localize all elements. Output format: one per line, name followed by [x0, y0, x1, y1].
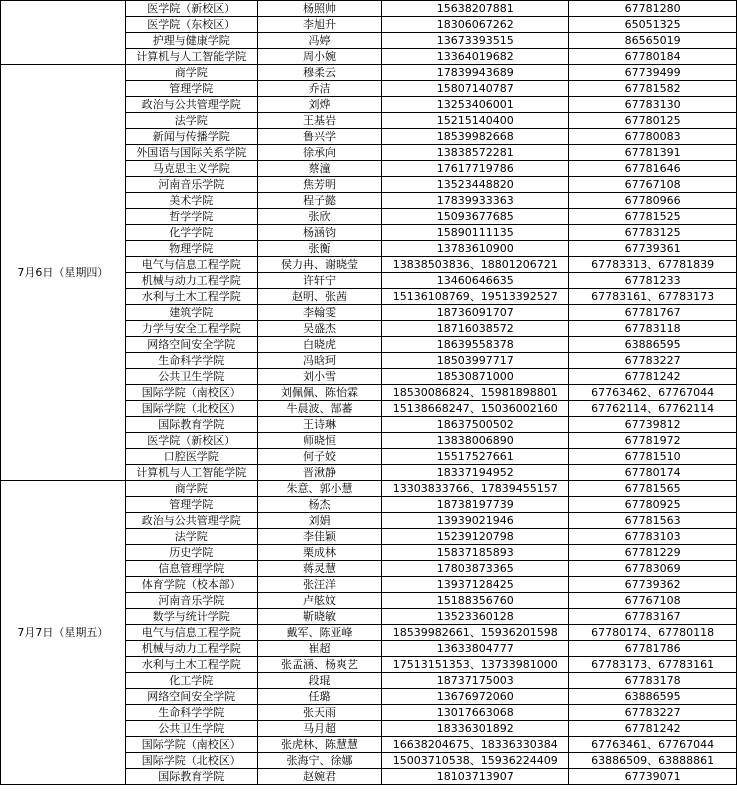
phone-cell: 15837185893: [382, 545, 569, 561]
phone-cell: 13937128425: [382, 577, 569, 593]
phone-cell: 15093677685: [382, 209, 569, 225]
college-cell: 河南音乐学院: [125, 177, 257, 193]
office-cell: 67762114、67762114: [569, 401, 737, 417]
name-cell: 段琨: [257, 673, 382, 689]
office-cell: 67780966: [569, 193, 737, 209]
name-cell: 穆柔云: [257, 65, 382, 81]
office-cell: 67781391: [569, 145, 737, 161]
phone-cell: 18738197739: [382, 497, 569, 513]
college-cell: 化工学院: [125, 673, 257, 689]
date-cell: 7月6日（星期四）: [1, 65, 126, 481]
college-cell: 国际学院（北校区）: [125, 401, 257, 417]
phone-cell: 18103713907: [382, 769, 569, 785]
phone-cell: 13673393515: [382, 33, 569, 49]
phone-cell: 18530086824、15981898801: [382, 385, 569, 401]
office-cell: 67781972: [569, 433, 737, 449]
college-cell: 数学与统计学院: [125, 609, 257, 625]
phone-cell: 18539982661、15936201598: [382, 625, 569, 641]
office-cell: 67763461、67767044: [569, 737, 737, 753]
college-cell: 护理与健康学院: [125, 33, 257, 49]
phone-cell: 18306067262: [382, 17, 569, 33]
college-cell: 电气与信息工程学院: [125, 257, 257, 273]
phone-cell: 17803873365: [382, 561, 569, 577]
college-cell: 国际教育学院: [125, 769, 257, 785]
phone-cell: 13253406001: [382, 97, 569, 113]
office-cell: 65051325: [569, 17, 737, 33]
college-cell: 法学院: [125, 529, 257, 545]
college-cell: 网络空间安全学院: [125, 337, 257, 353]
college-cell: 国际学院（南校区）: [125, 385, 257, 401]
phone-cell: 18736091707: [382, 305, 569, 321]
college-cell: 国际学院（南校区）: [125, 737, 257, 753]
college-cell: 马克思主义学院: [125, 161, 257, 177]
office-cell: 67783227: [569, 353, 737, 369]
office-cell: 67780125: [569, 113, 737, 129]
phone-cell: 13783610900: [382, 241, 569, 257]
college-cell: 商学院: [125, 481, 257, 497]
phone-cell: 17513151353、13733981000: [382, 657, 569, 673]
name-cell: 刘娟: [257, 513, 382, 529]
office-cell: 67781229: [569, 545, 737, 561]
name-cell: 卢舷妏: [257, 593, 382, 609]
name-cell: 牛晨波、郜蕃: [257, 401, 382, 417]
phone-cell: 15136108769、19513392527: [382, 289, 569, 305]
office-cell: 67739361: [569, 241, 737, 257]
phone-cell: 17839933363: [382, 193, 569, 209]
college-cell: 体育学院（校本部）: [125, 577, 257, 593]
office-cell: 67781646: [569, 161, 737, 177]
table-row: [1, 1, 737, 17]
office-cell: 67781563: [569, 513, 737, 529]
phone-cell: 15638207881: [382, 1, 569, 17]
phone-cell: 16638204675、18336330384: [382, 737, 569, 753]
name-cell: 栗成林: [257, 545, 382, 561]
office-cell: 67781280: [569, 1, 737, 17]
phone-cell: 18336301892: [382, 721, 569, 737]
name-cell: 张汪洋: [257, 577, 382, 593]
office-cell: 67783227: [569, 705, 737, 721]
phone-cell: 13460646635: [382, 273, 569, 289]
college-cell: 政治与公共管理学院: [125, 97, 257, 113]
office-cell: 67780083: [569, 129, 737, 145]
phone-cell: 18539982668: [382, 129, 569, 145]
name-cell: 程子懿: [257, 193, 382, 209]
office-cell: 67783130: [569, 97, 737, 113]
college-cell: 管理学院: [125, 81, 257, 97]
phone-cell: 15239120798: [382, 529, 569, 545]
office-cell: 67783167: [569, 609, 737, 625]
office-cell: 67781767: [569, 305, 737, 321]
name-cell: 戴军、陈亚峰: [257, 625, 382, 641]
name-cell: 刘佩佩、陈怡霖: [257, 385, 382, 401]
college-cell: 医学院（东校区）: [125, 17, 257, 33]
name-cell: 李翰雯: [257, 305, 382, 321]
college-cell: 医学院（新校区）: [125, 433, 257, 449]
phone-cell: 17839943689: [382, 65, 569, 81]
college-cell: 化学学院: [125, 225, 257, 241]
phone-cell: 15138668247、15036002160: [382, 401, 569, 417]
name-cell: 张天雨: [257, 705, 382, 721]
office-cell: 67783178: [569, 673, 737, 689]
college-cell: 政治与公共管理学院: [125, 513, 257, 529]
phone-cell: 13676972060: [382, 689, 569, 705]
office-cell: 67781525: [569, 209, 737, 225]
name-cell: 李佳颖: [257, 529, 382, 545]
name-cell: 晋湫静: [257, 465, 382, 481]
name-cell: 鲁兴学: [257, 129, 382, 145]
name-cell: 蔡潼: [257, 161, 382, 177]
name-cell: 赵明、张茜: [257, 289, 382, 305]
office-cell: 67783173、67783161: [569, 657, 737, 673]
phone-cell: 13523448820: [382, 177, 569, 193]
table-row: [1, 481, 737, 497]
college-cell: 机械与动力工程学院: [125, 641, 257, 657]
office-cell: 67781510: [569, 449, 737, 465]
college-cell: 美术学院: [125, 193, 257, 209]
college-cell: 外国语与国际关系学院: [125, 145, 257, 161]
college-cell: 历史学院: [125, 545, 257, 561]
phone-cell: 18737175003: [382, 673, 569, 689]
name-cell: 崔超: [257, 641, 382, 657]
office-cell: 67767108: [569, 177, 737, 193]
college-cell: 物理学院: [125, 241, 257, 257]
phone-cell: 13838006890: [382, 433, 569, 449]
college-cell: 生命科学学院: [125, 353, 257, 369]
phone-cell: 17617719786: [382, 161, 569, 177]
table-row: [1, 65, 737, 81]
college-cell: 公共卫生学院: [125, 721, 257, 737]
office-cell: 63886595: [569, 689, 737, 705]
office-cell: 63886509、63888861: [569, 753, 737, 769]
college-cell: 生命科学学院: [125, 705, 257, 721]
office-cell: 67783125: [569, 225, 737, 241]
name-cell: 张虎林、陈慧慧: [257, 737, 382, 753]
name-cell: 焦芳明: [257, 177, 382, 193]
office-cell: 67780174、67780118: [569, 625, 737, 641]
office-cell: 67781242: [569, 369, 737, 385]
office-cell: 67783161、67783173: [569, 289, 737, 305]
name-cell: 张衡: [257, 241, 382, 257]
office-cell: 67739812: [569, 417, 737, 433]
office-cell: 67739499: [569, 65, 737, 81]
name-cell: 蒋灵慧: [257, 561, 382, 577]
phone-cell: 13523360128: [382, 609, 569, 625]
college-cell: 国际教育学院: [125, 417, 257, 433]
office-cell: 67763462、67767044: [569, 385, 737, 401]
college-cell: 国际学院（北校区）: [125, 753, 257, 769]
college-cell: 新闻与传播学院: [125, 129, 257, 145]
name-cell: 朱意、郭小慧: [257, 481, 382, 497]
phone-cell: 13939021946: [382, 513, 569, 529]
phone-cell: 15188356760: [382, 593, 569, 609]
college-cell: 计算机与人工智能学院: [125, 49, 257, 65]
phone-cell: 15807140787: [382, 81, 569, 97]
name-cell: 白晓虎: [257, 337, 382, 353]
name-cell: 许轩宁: [257, 273, 382, 289]
phone-cell: 13633804777: [382, 641, 569, 657]
date-cell: [1, 1, 126, 65]
office-cell: 67780174: [569, 465, 737, 481]
name-cell: 任璐: [257, 689, 382, 705]
college-cell: 电气与信息工程学院: [125, 625, 257, 641]
name-cell: 侯力冉、谢晓莹: [257, 257, 382, 273]
name-cell: 刘烨: [257, 97, 382, 113]
name-cell: 冯婷: [257, 33, 382, 49]
phone-cell: 18337194952: [382, 465, 569, 481]
name-cell: 张孟涵、杨爽艺: [257, 657, 382, 673]
office-cell: 67780925: [569, 497, 737, 513]
phone-cell: 18530871000: [382, 369, 569, 385]
name-cell: 乔洁: [257, 81, 382, 97]
name-cell: 杨照帅: [257, 1, 382, 17]
college-cell: 建筑学院: [125, 305, 257, 321]
name-cell: 赵婉君: [257, 769, 382, 785]
college-cell: 口腔医学院: [125, 449, 257, 465]
college-cell: 医学院（新校区）: [125, 1, 257, 17]
phone-cell: 15003710538、15936224409: [382, 753, 569, 769]
office-cell: 67780184: [569, 49, 737, 65]
office-cell: 67783069: [569, 561, 737, 577]
name-cell: 杨杰: [257, 497, 382, 513]
name-cell: 张欣: [257, 209, 382, 225]
phone-cell: 15215140400: [382, 113, 569, 129]
office-cell: 67781242: [569, 721, 737, 737]
phone-cell: 18637500502: [382, 417, 569, 433]
office-cell: 63886595: [569, 337, 737, 353]
office-cell: 67783103: [569, 529, 737, 545]
office-cell: 67783313、67781839: [569, 257, 737, 273]
office-cell: 67781233: [569, 273, 737, 289]
college-cell: 法学院: [125, 113, 257, 129]
college-cell: 计算机与人工智能学院: [125, 465, 257, 481]
college-cell: 力学与安全工程学院: [125, 321, 257, 337]
office-cell: 67783118: [569, 321, 737, 337]
college-cell: 管理学院: [125, 497, 257, 513]
office-cell: 67739362: [569, 577, 737, 593]
phone-cell: 13364019682: [382, 49, 569, 65]
college-cell: 网络空间安全学院: [125, 689, 257, 705]
name-cell: 王诗琳: [257, 417, 382, 433]
college-cell: 水利与土木工程学院: [125, 657, 257, 673]
college-cell: 商学院: [125, 65, 257, 81]
office-cell: 67781786: [569, 641, 737, 657]
office-cell: 86565019: [569, 33, 737, 49]
phone-cell: 13838572281: [382, 145, 569, 161]
name-cell: 靳晓敏: [257, 609, 382, 625]
college-cell: 哲学学院: [125, 209, 257, 225]
office-cell: 67781582: [569, 81, 737, 97]
name-cell: 徐承向: [257, 145, 382, 161]
phone-cell: 18639558378: [382, 337, 569, 353]
name-cell: 刘小雪: [257, 369, 382, 385]
name-cell: 李旭升: [257, 17, 382, 33]
name-cell: 周小婉: [257, 49, 382, 65]
office-cell: 67781565: [569, 481, 737, 497]
office-cell: 67767108: [569, 593, 737, 609]
phone-cell: 15517527661: [382, 449, 569, 465]
college-cell: 公共卫生学院: [125, 369, 257, 385]
phone-cell: 13838503836、18801206721: [382, 257, 569, 273]
name-cell: 冯晗珂: [257, 353, 382, 369]
phone-cell: 13017663068: [382, 705, 569, 721]
name-cell: 王基岩: [257, 113, 382, 129]
name-cell: 杨涵钧: [257, 225, 382, 241]
name-cell: 张海宁、徐娜: [257, 753, 382, 769]
date-cell: 7月7日（星期五）: [1, 481, 126, 785]
name-cell: 何子姣: [257, 449, 382, 465]
name-cell: 师晓恒: [257, 433, 382, 449]
college-cell: 水利与土木工程学院: [125, 289, 257, 305]
college-cell: 机械与动力工程学院: [125, 273, 257, 289]
name-cell: 马月超: [257, 721, 382, 737]
college-cell: 河南音乐学院: [125, 593, 257, 609]
phone-cell: 18503997717: [382, 353, 569, 369]
phone-cell: 15890111135: [382, 225, 569, 241]
duty-schedule-body: [1, 1, 737, 785]
phone-cell: 13303833766、17839455157: [382, 481, 569, 497]
office-cell: 67739071: [569, 769, 737, 785]
name-cell: 吴盛杰: [257, 321, 382, 337]
phone-cell: 18716038572: [382, 321, 569, 337]
college-cell: 信息管理学院: [125, 561, 257, 577]
